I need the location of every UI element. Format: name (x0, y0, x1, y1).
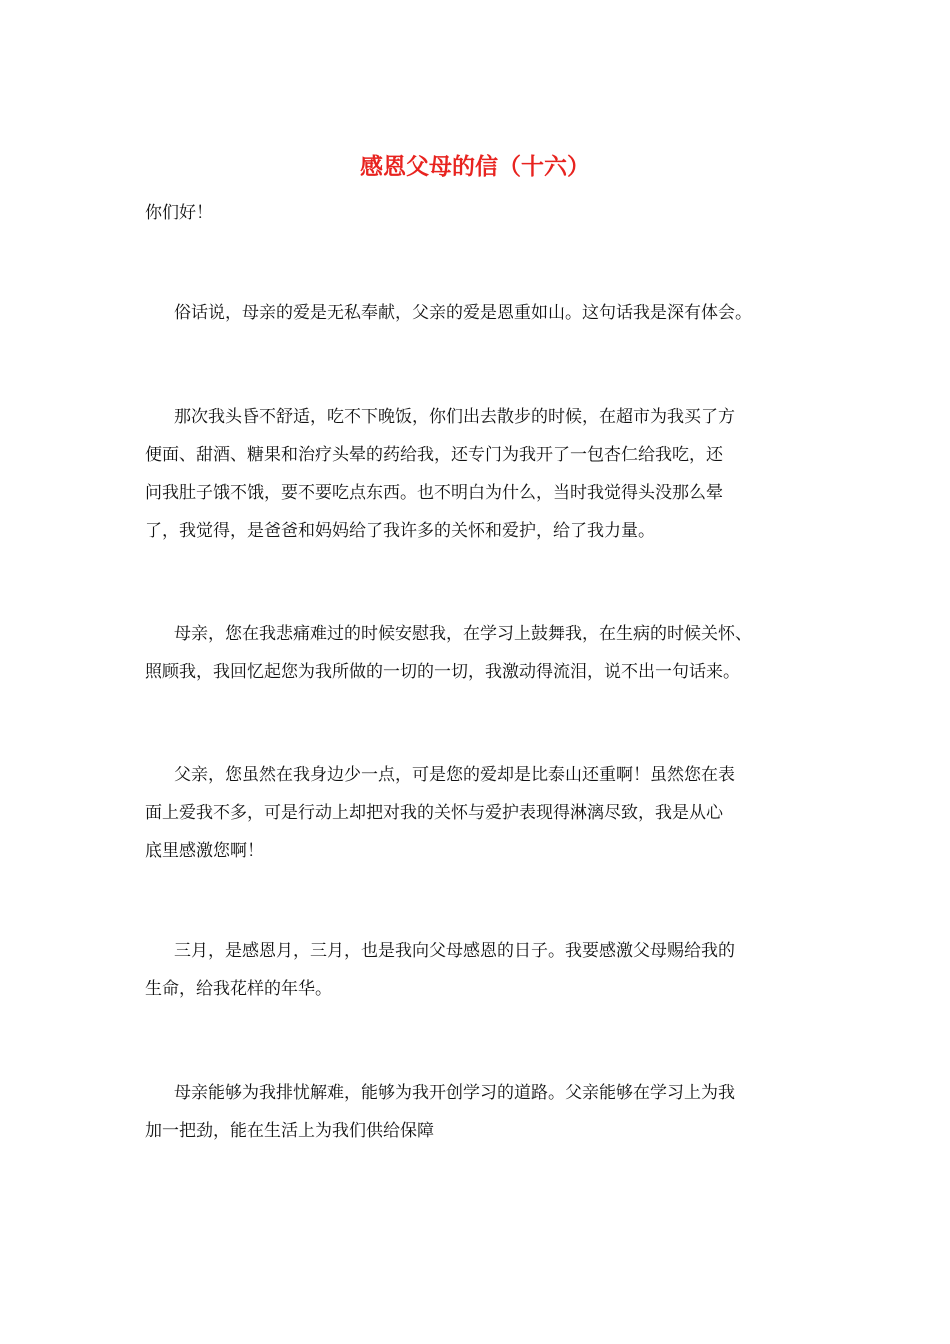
paragraph-line: 问我肚子饿不饿，要不要吃点东西。也不明白为什么，当时我觉得头没那么晕 (145, 483, 723, 503)
paragraph-line: 那次我头昏不舒适，吃不下晚饭，你们出去散步的时候，在超市为我买了方 (174, 407, 735, 427)
paragraph-line: 母亲，您在我悲痛难过的时候安慰我，在学习上鼓舞我，在生病的时候关怀、 (174, 624, 752, 644)
paragraph-line: 便面、甜酒、糖果和治疗头晕的药给我，还专门为我开了一包杏仁给我吃，还 (145, 445, 723, 465)
document-title: 感恩父母的信（十六） (360, 153, 590, 180)
paragraph-line: 了，我觉得，是爸爸和妈妈给了我许多的关怀和爱护，给了我力量。 (145, 521, 655, 541)
paragraph-1 (145, 294, 815, 332)
paragraph-3 (145, 615, 815, 691)
paragraph-line: 面上爱我不多，可是行动上却把对我的关怀与爱护表现得淋漓尽致，我是从心 (145, 803, 723, 823)
paragraph-line: 俗话说，母亲的爱是无私奉献，父亲的爱是恩重如山。这句话我是深有体会。 (174, 303, 752, 323)
paragraph-line: 父亲，您虽然在我身边少一点，可是您的爱却是比泰山还重啊！虽然您在表 (174, 765, 735, 785)
paragraph-line: 生命，给我花样的年华。 (145, 979, 332, 999)
greeting: 你们好！ (145, 203, 213, 223)
paragraph-5 (145, 932, 815, 1008)
paragraph-4 (145, 756, 815, 870)
paragraph-6 (145, 1074, 815, 1150)
paragraph-line: 加一把劲，能在生活上为我们供给保障 (145, 1121, 434, 1141)
paragraph-line: 三月，是感恩月，三月，也是我向父母感恩的日子。我要感激父母赐给我的 (174, 941, 735, 961)
paragraph-line: 照顾我，我回忆起您为我所做的一切的一切，我激动得流泪，说不出一句话来。 (145, 662, 740, 682)
paragraph-line: 底里感激您啊！ (145, 841, 264, 861)
paragraph-line: 母亲能够为我排忧解难，能够为我开创学习的道路。父亲能够在学习上为我 (174, 1083, 735, 1103)
paragraph-2 (145, 398, 815, 550)
